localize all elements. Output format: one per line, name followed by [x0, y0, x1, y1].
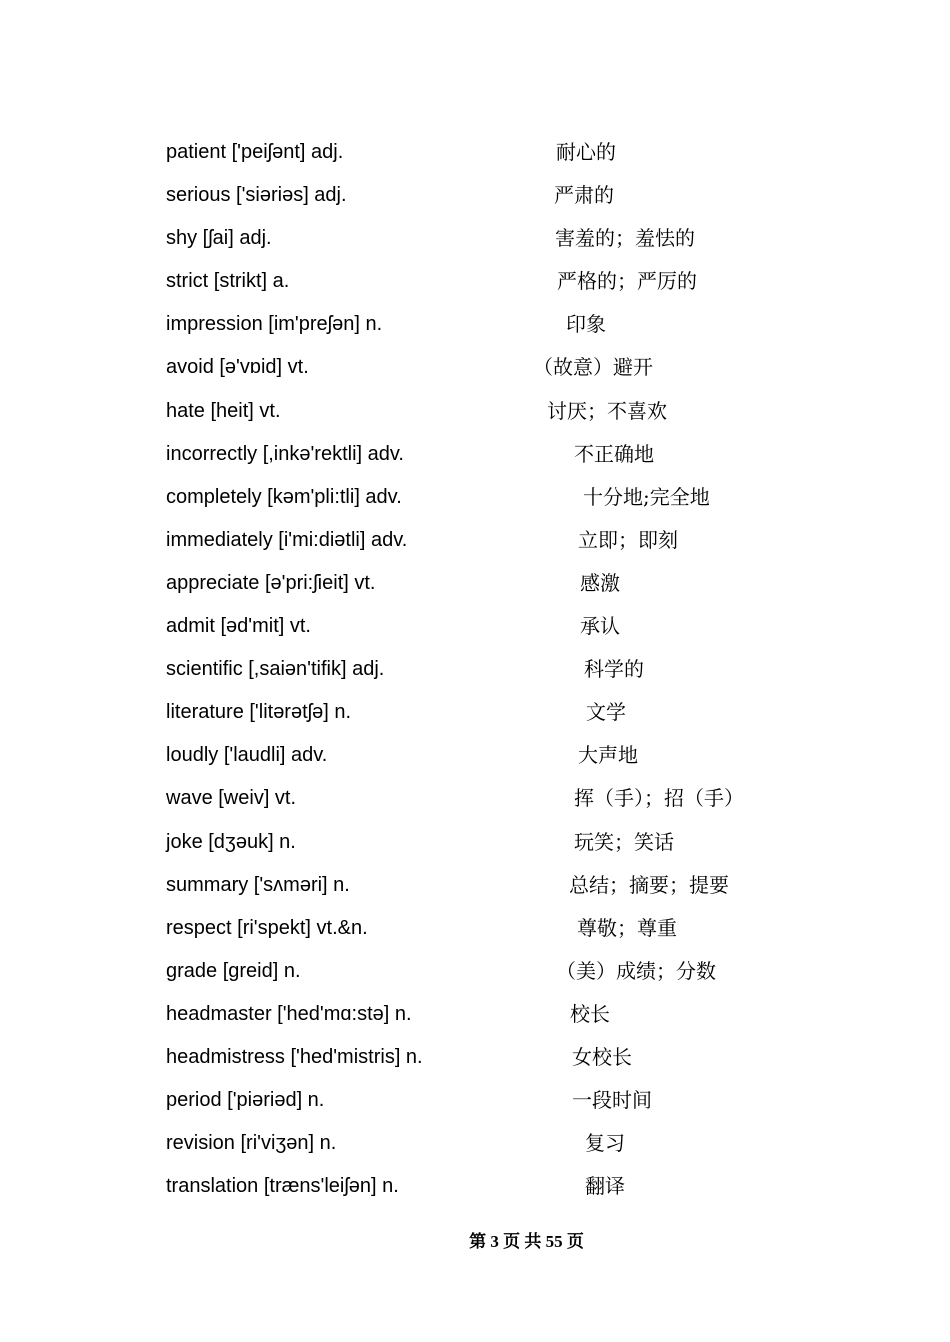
vocab-entry [0, 864, 950, 907]
vocab-entry [0, 821, 950, 864]
english-term: hate [heit] vt. [166, 399, 281, 422]
english-term: admit [əd'mit] vt. [166, 615, 311, 638]
english-term: completely [kəm'pli:tli] adv. [166, 485, 402, 508]
vocab-entry [0, 217, 950, 260]
english-term: grade [greid] n. [166, 959, 301, 982]
chinese-meaning: 耐心的 [556, 140, 616, 164]
english-term: serious ['siəriəs] adj. [166, 184, 347, 207]
vocab-entry [0, 1036, 950, 1079]
vocab-entry [0, 648, 950, 691]
chinese-meaning: 玩笑；笑话 [574, 829, 674, 854]
english-term: loudly ['laudli] adv. [166, 744, 328, 767]
vocab-entry [0, 1122, 950, 1165]
english-term: headmistress ['hed'mistris] n. [166, 1045, 423, 1068]
vocab-entry [0, 907, 950, 950]
chinese-meaning: 总结；摘要；提要 [569, 872, 729, 897]
vocab-entry [0, 562, 950, 605]
vocab-entry [0, 303, 950, 346]
english-term: incorrectly [,inkə'rektli] adv. [166, 442, 404, 465]
vocabulary-list [0, 131, 950, 1208]
chinese-meaning: 严肃的 [554, 183, 614, 208]
vocab-entry [0, 950, 950, 993]
chinese-meaning: 复习 [585, 1131, 625, 1156]
chinese-meaning: （美）成绩；分数 [556, 958, 716, 983]
vocab-entry [0, 174, 950, 217]
chinese-meaning: 印象 [566, 312, 606, 337]
vocab-entry [0, 390, 950, 433]
chinese-meaning: 尊敬；尊重 [577, 915, 677, 940]
english-term: respect [ri'spekt] vt.&n. [166, 916, 368, 939]
vocab-entry [0, 433, 950, 476]
chinese-meaning: 不正确地 [574, 441, 654, 466]
chinese-meaning: 害羞的；羞怯的 [555, 226, 695, 251]
vocab-entry [0, 605, 950, 648]
english-term: summary ['sʌməri] n. [166, 873, 350, 896]
chinese-meaning: （故意）避开 [533, 355, 653, 380]
chinese-meaning: 校长 [570, 1001, 610, 1026]
chinese-meaning: 一段时间 [572, 1088, 652, 1113]
chinese-meaning: 女校长 [572, 1044, 632, 1069]
english-term: period ['piəriəd] n. [166, 1089, 325, 1112]
english-term: translation [træns'leiʃən] n. [166, 1175, 399, 1198]
english-term: immediately [i'mi:diətli] adv. [166, 528, 408, 551]
english-term: shy [ʃai] adj. [166, 227, 272, 250]
chinese-meaning: 严格的；严厉的 [557, 269, 697, 294]
vocab-entry [0, 131, 950, 174]
chinese-meaning: 大声地 [578, 743, 638, 768]
english-term: wave [weiv] vt. [166, 787, 297, 810]
vocab-entry [0, 691, 950, 734]
chinese-meaning: 承认 [580, 614, 620, 639]
chinese-meaning: 挥（手）；招（手） [574, 786, 744, 811]
english-term: avoid [ə'vɒid] vt. [166, 356, 309, 379]
vocab-entry [0, 260, 950, 303]
english-term: impression [im'preʃən] n. [166, 313, 383, 336]
vocab-entry [0, 777, 950, 820]
chinese-meaning: 立即；即刻 [578, 527, 678, 552]
chinese-meaning: 十分地;完全地 [583, 484, 710, 509]
chinese-meaning: 科学的 [584, 657, 644, 682]
chinese-meaning: 翻译 [585, 1174, 625, 1199]
vocab-entry [0, 1165, 950, 1208]
english-term: headmaster ['hed'mɑ:stə] n. [166, 1002, 412, 1025]
vocab-entry [0, 519, 950, 562]
english-term: literature ['litərətʃə] n. [166, 701, 352, 724]
vocab-entry [0, 734, 950, 777]
vocab-entry [0, 346, 950, 389]
vocab-entry [0, 476, 950, 519]
chinese-meaning: 文学 [586, 700, 626, 725]
english-term: strict [strikt] a. [166, 270, 290, 293]
vocab-entry [0, 1079, 950, 1122]
vocab-entry [0, 993, 950, 1036]
english-term: revision [ri'viʒən] n. [166, 1132, 337, 1155]
english-term: appreciate [ə'pri:ʃieit] vt. [166, 571, 376, 594]
english-term: scientific [,saiən'tifik] adj. [166, 658, 385, 681]
english-term: patient ['peiʃənt] adj. [166, 141, 344, 163]
chinese-meaning: 感激 [580, 570, 620, 595]
english-term: joke [dʒəuk] n. [166, 830, 296, 853]
chinese-meaning: 讨厌；不喜欢 [547, 398, 667, 423]
page-number-footer: 第 3 页 共 55 页 [469, 1232, 584, 1251]
